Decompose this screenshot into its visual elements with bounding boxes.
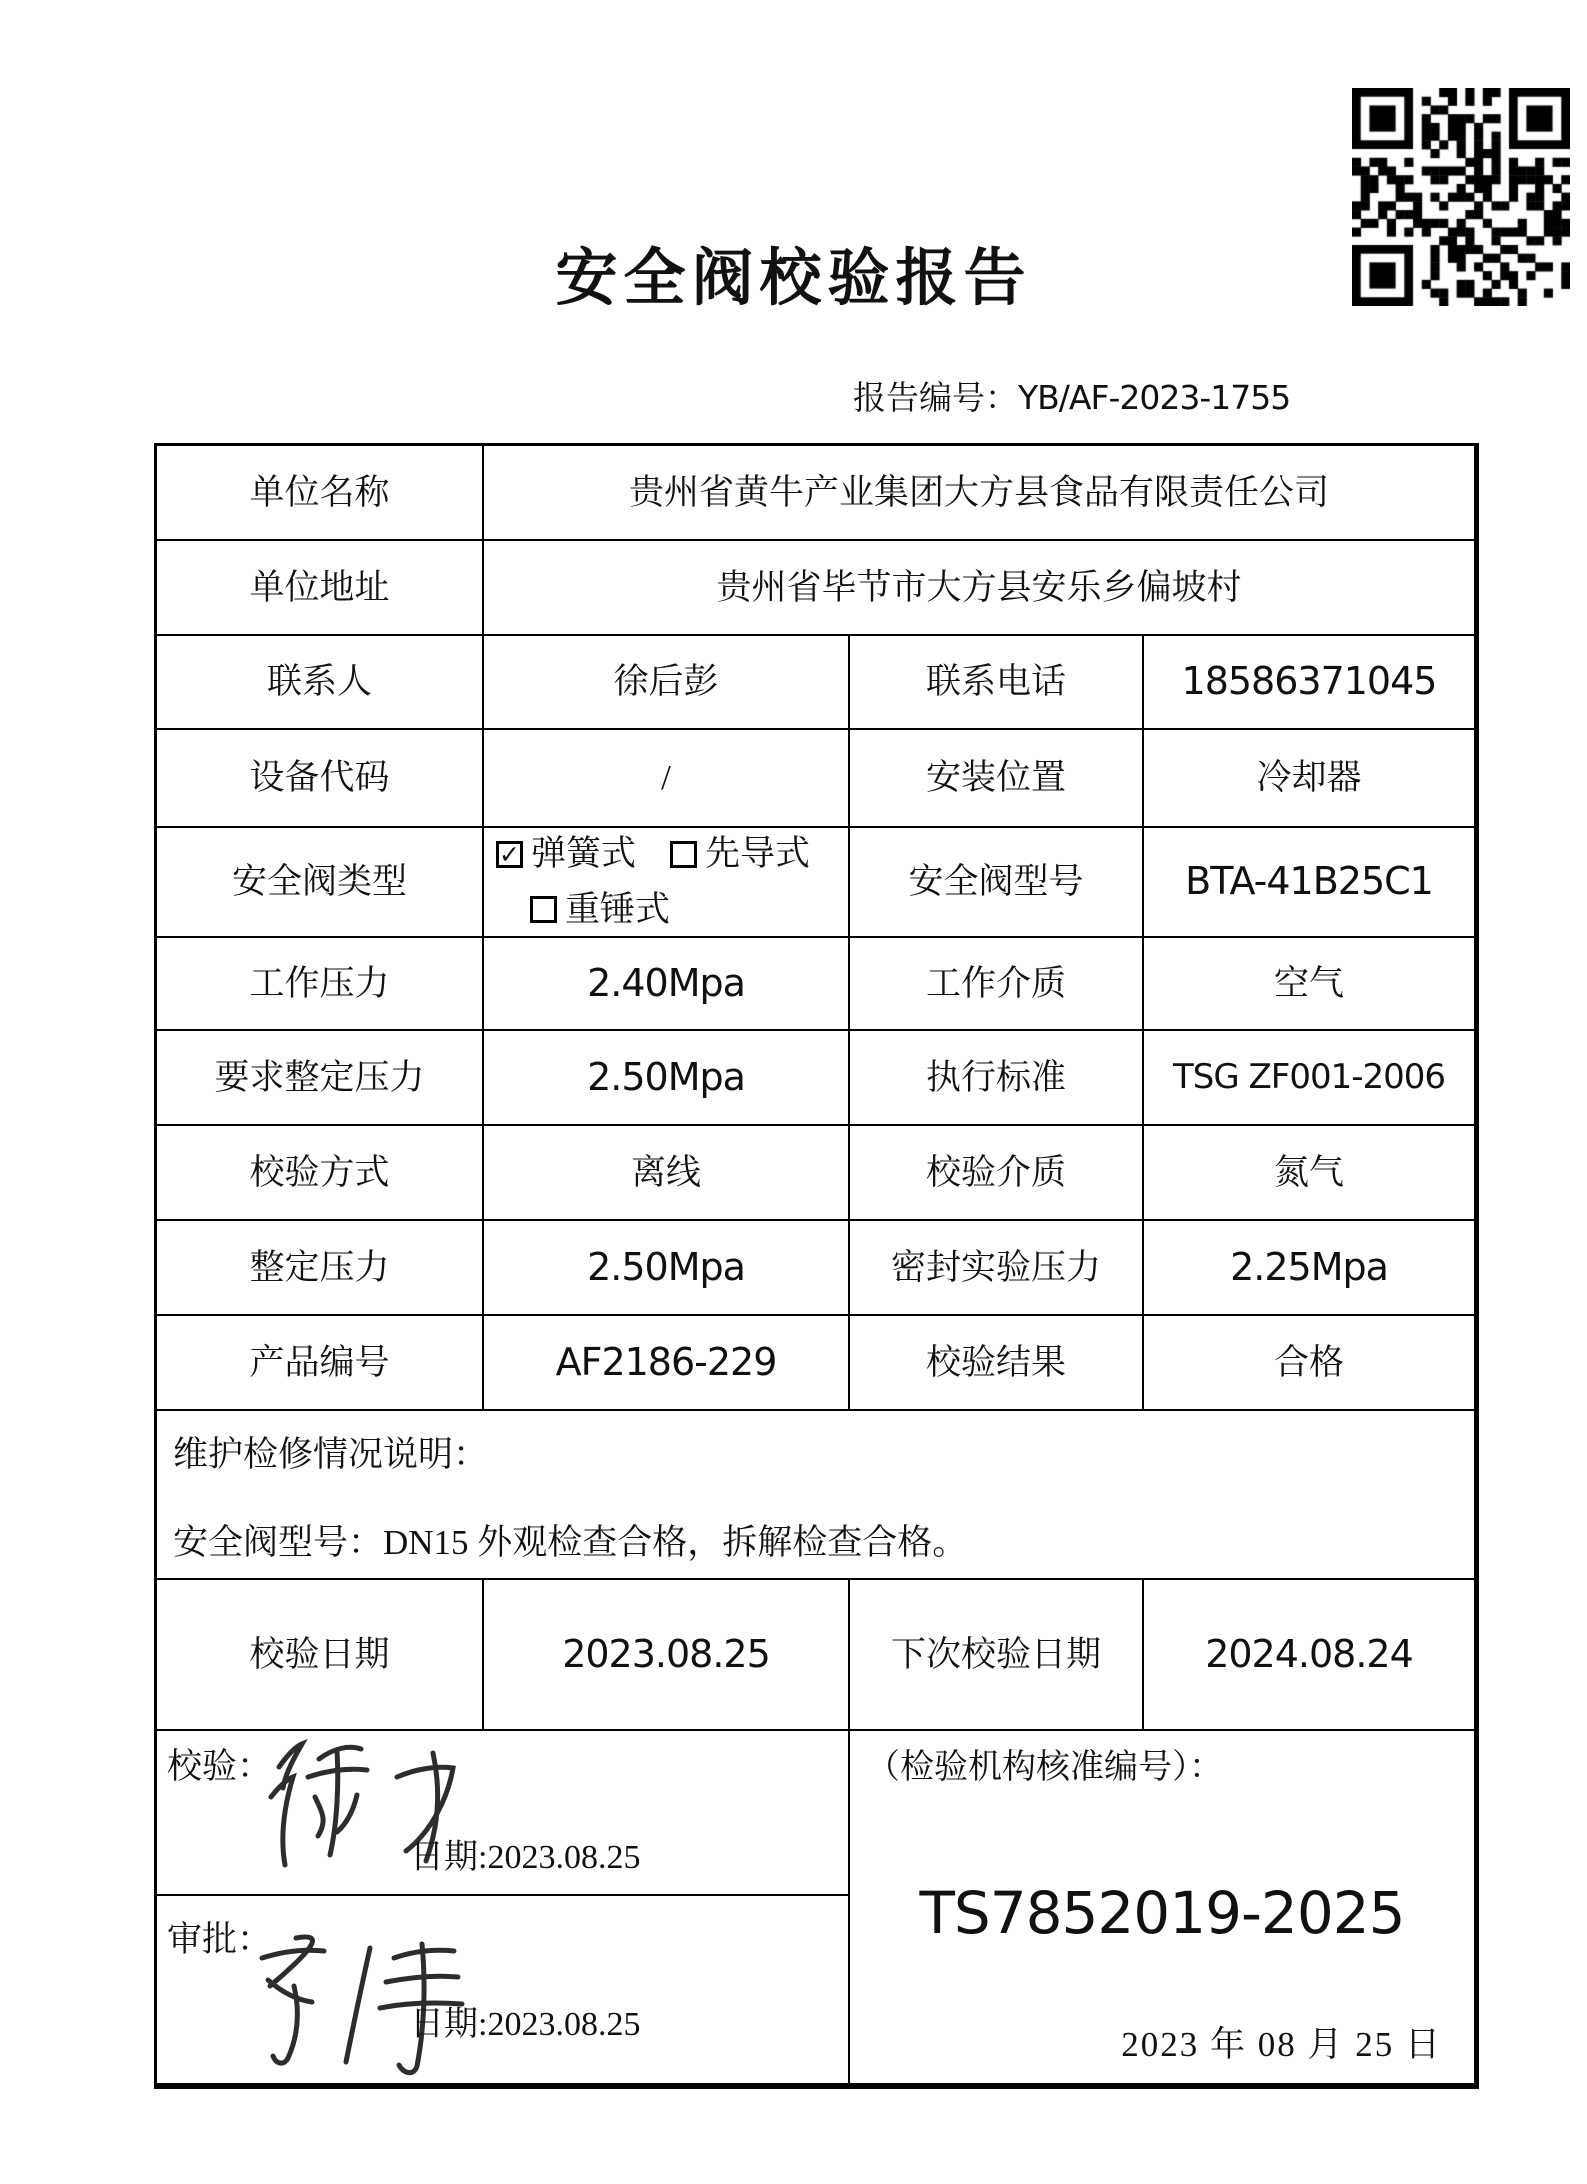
field-value-working-medium: 空气 [1144,938,1474,1031]
field-label-product-number: 产品编号 [157,1316,484,1411]
field-value-product-number: AF2186-229 [484,1316,850,1411]
field-value-valve-type [484,828,850,938]
issue-date: 2023 年 08 月 25 日 [1121,2025,1442,2064]
field-value-required-set-pressure: 2.50Mpa [484,1031,850,1126]
maintenance-note-cell [157,1411,1474,1580]
field-value-calibration-method: 离线 [484,1126,850,1221]
field-label-valve-model: 安全阀型号 [850,828,1144,938]
field-label-unit-address: 单位地址 [157,541,484,636]
checkbox-deadweight-icon [530,896,557,923]
field-label-install-position: 安装位置 [850,730,1144,828]
field-value-valve-model: BTA-41B25C1 [1144,828,1474,938]
field-label-calibration-date: 校验日期 [157,1580,484,1731]
field-value-standard: TSG ZF001-2006 [1144,1031,1474,1126]
field-label-calibration-method: 校验方式 [157,1126,484,1221]
field-value-install-position: 冷却器 [1144,730,1474,828]
field-label-working-medium: 工作介质 [850,938,1144,1031]
field-label-working-pressure: 工作压力 [157,938,484,1031]
field-label-unit-name: 单位名称 [157,446,484,541]
field-label-set-pressure: 整定压力 [157,1221,484,1316]
valve-type-line1 [496,832,810,876]
approver-sign-cell [157,1896,850,2083]
field-label-device-code: 设备代码 [157,730,484,828]
field-label-phone: 联系电话 [850,636,1144,730]
calibrator-sign-cell [157,1731,850,1896]
report-number-value: YB/AF-2023-1755 [1018,378,1291,417]
approver-label: 审批： [167,1920,273,1959]
field-value-calibration-date: 2023.08.25 [484,1580,850,1731]
field-label-standard: 执行标准 [850,1031,1144,1126]
field-label-seal-test-pressure: 密封实验压力 [850,1221,1144,1316]
approval-number-label: （检验机构核准编号）： [866,1749,1223,1786]
valve-type-option-spring: 弹簧式 [531,834,637,874]
checkbox-pilot-icon [670,841,697,868]
field-label-next-calibration-date: 下次校验日期 [850,1580,1144,1731]
checkbox-spring-checked-icon [496,841,523,868]
field-value-device-code: / [484,730,850,828]
field-value-phone: 18586371045 [1144,636,1474,730]
field-value-working-pressure: 2.40Mpa [484,938,850,1031]
report-table [154,443,1479,2089]
calibrator-date: 日期:2023.08.25 [410,1839,641,1876]
field-label-required-set-pressure: 要求整定压力 [157,1031,484,1126]
approval-number-cell [850,1731,1474,2083]
approver-date: 日期:2023.08.25 [410,2006,641,2043]
maintenance-note-title: 维护检修情况说明： [173,1435,489,1474]
report-number-line [853,372,1290,419]
field-value-set-pressure: 2.50Mpa [484,1221,850,1316]
field-value-next-calibration-date: 2024.08.24 [1144,1580,1474,1731]
approval-number-value: TS7852019-2025 [919,1879,1405,1947]
report-number-label: 报告编号： [853,381,1018,417]
field-value-calibration-result: 合格 [1144,1316,1474,1411]
field-value-unit-name: 贵州省黄牛产业集团大方县食品有限责任公司 [484,446,1474,541]
calibrator-label: 校验： [167,1747,273,1786]
field-label-valve-type: 安全阀类型 [157,828,484,938]
checkbox-spring-mark: ✓ [499,839,520,869]
field-value-seal-test-pressure: 2.25Mpa [1144,1221,1474,1316]
field-value-calibration-medium: 氮气 [1144,1126,1474,1221]
field-value-contact: 徐后彭 [484,636,850,730]
valve-type-option-deadweight: 重锤式 [565,890,671,929]
valve-type-line2 [530,888,670,932]
field-label-contact: 联系人 [157,636,484,730]
valve-type-option-pilot: 先导式 [705,834,811,874]
maintenance-note-text: 安全阀型号：DN15 外观检查合格，拆解检查合格。 [173,1522,968,1562]
field-label-calibration-medium: 校验介质 [850,1126,1144,1221]
page-title: 安全阀校验报告 [555,245,1032,313]
field-value-unit-address: 贵州省毕节市大方县安乐乡偏坡村 [484,541,1474,636]
field-label-calibration-result: 校验结果 [850,1316,1144,1411]
